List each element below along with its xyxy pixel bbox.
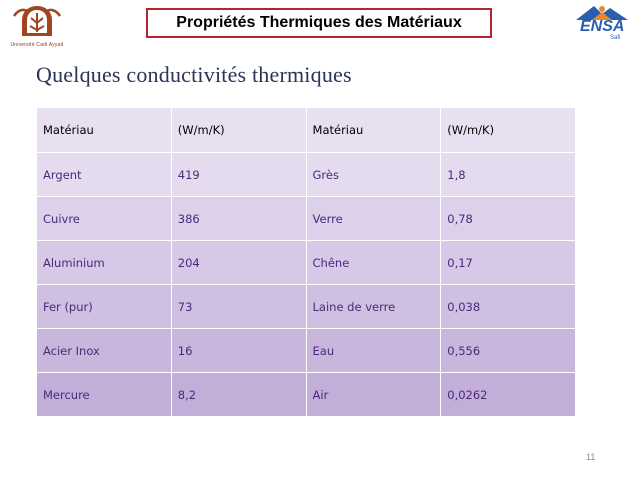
university-logo-caption: Université Cadi Ayyad — [10, 42, 64, 48]
table-cell: 16 — [171, 329, 306, 373]
table-cell: Mercure — [37, 373, 172, 417]
table-header-row — [37, 108, 576, 153]
table-cell: 386 — [171, 197, 306, 241]
table-cell: Eau — [306, 329, 441, 373]
table-row — [37, 285, 576, 329]
conductivity-table — [36, 107, 576, 417]
ensa-logo-name: ENSA — [580, 18, 625, 35]
table-cell: 0,78 — [441, 197, 576, 241]
university-logo-icon — [4, 2, 70, 54]
table-row — [37, 153, 576, 197]
table-row — [37, 241, 576, 285]
table-cell: 0,0262 — [441, 373, 576, 417]
table-row — [37, 373, 576, 417]
header-cell: Matériau — [306, 108, 441, 153]
ensa-logo-icon — [566, 2, 634, 42]
table-row — [37, 197, 576, 241]
table-cell: Aluminium — [37, 241, 172, 285]
table-cell: Verre — [306, 197, 441, 241]
table-cell: 8,2 — [171, 373, 306, 417]
table-cell: 1,8 — [441, 153, 576, 197]
header-cell: (W/m/K) — [441, 108, 576, 153]
table-cell: Grès — [306, 153, 441, 197]
table-cell: Air — [306, 373, 441, 417]
table-cell: Acier Inox — [37, 329, 172, 373]
slide-subtitle: Quelques conductivités thermiques — [36, 62, 352, 87]
page-number: 11 — [586, 452, 596, 462]
table-cell: 0,17 — [441, 241, 576, 285]
table-cell: Cuivre — [37, 197, 172, 241]
table-cell: 204 — [171, 241, 306, 285]
table-cell: 0,038 — [441, 285, 576, 329]
table-row — [37, 329, 576, 373]
table-cell: 0,556 — [441, 329, 576, 373]
table-cell: Chêne — [306, 241, 441, 285]
ensa-logo-sub: Safi — [610, 35, 621, 41]
header-cell: Matériau — [37, 108, 172, 153]
slide-title: Propriétés Thermiques des Matériaux — [146, 8, 492, 38]
table-cell: Laine de verre — [306, 285, 441, 329]
table-cell: Fer (pur) — [37, 285, 172, 329]
table-cell: 73 — [171, 285, 306, 329]
table-cell: Argent — [37, 153, 172, 197]
table-cell: 419 — [171, 153, 306, 197]
header-cell: (W/m/K) — [171, 108, 306, 153]
